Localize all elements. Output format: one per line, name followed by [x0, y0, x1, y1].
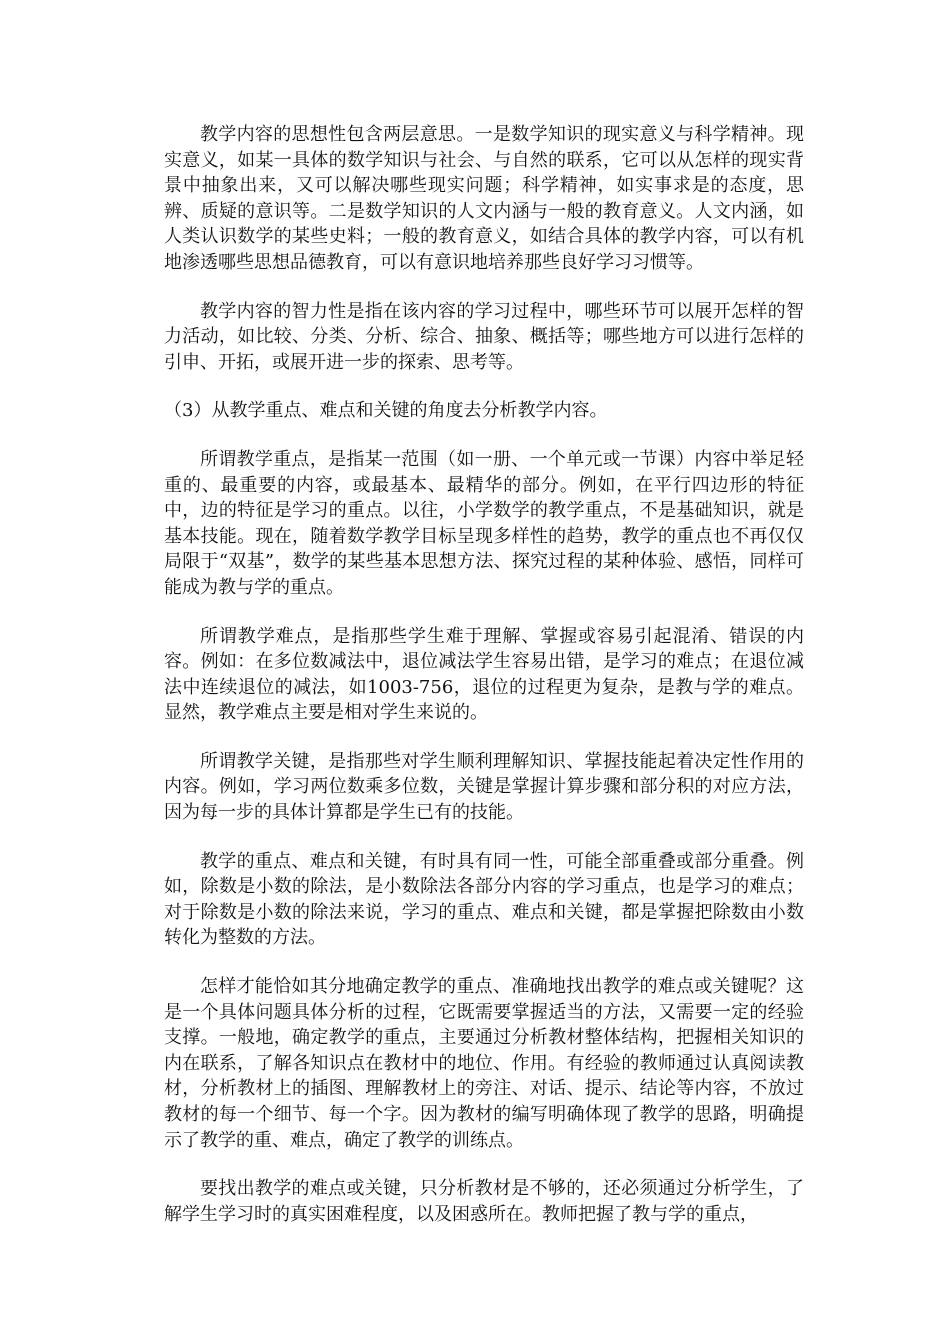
document-body: [164, 122, 804, 1250]
paragraph-analyze-students: 要找出教学的难点或关键，只分析教材是不够的，还必须通过分析学生，了解学生学习时的真实困难程度，以及困惑所在。教师把握了教与学的重点，: [164, 1178, 804, 1225]
paragraph-teaching-focus: 所谓教学重点，是指某一范围（如一册、一个单元或一节课）内容中举足轻重的、最重要的内容，或最基本、最精华的部分。例如，在平行四边形的特征中，边的特征是学习的重点。以往，小学数学的教学重点，不是基础知识，就是基本技能。现在，随着数学教学目标呈现多样性的趋势，教学的重点也不再仅仅局限于“双基”，数学的某些基本思想方法、探究过程的某种体验、感悟，同样可能成为教与学的重点。: [164, 448, 804, 598]
paragraph-overlap: 教学的重点、难点和关键，有时具有同一性，可能全部重叠或部分重叠。例如，除数是小数的除法，是小数除法各部分内容的学习重点，也是学习的难点；对于除数是小数的除法来说，学习的重点、难点和关键，都是掌握把除数由小数转化为整数的方法。: [164, 850, 804, 949]
paragraph-ideological-content: 教学内容的思想性包含两层意思。一是数学知识的现实意义与科学精神。现实意义，如某一具体的数学知识与社会、与自然的联系，它可以从怎样的现实背景中抽象出来，又可以解决哪些现实问题；科学精神，如实事求是的态度，思辨、质疑的意识等。二是数学知识的人文内涵与一般的教育意义。人文内涵，如人类认识数学的某些史料；一般的教育意义，如结合具体的教学内容，可以有机地渗透哪些思想品德教育，可以有意识地培养那些良好学习习惯等。: [164, 124, 804, 273]
paragraph-teaching-difficulty: 所谓教学难点，是指那些学生难于理解、掌握或容易引起混淆、错误的内容。例如：在多位数减法中，退位减法学生容易出错，是学习的难点；在退位减法中连续退位的减法，如1003-756，退位的过程更为复杂，是教与学的难点。显然，教学难点主要是相对学生来说的。: [164, 625, 804, 724]
section-heading: （3）从教学重点、难点和关键的角度去分析教学内容。: [164, 400, 608, 422]
paragraph-intellectual-content: 教学内容的智力性是指在该内容的学习过程中，哪些环节可以展开怎样的智力活动，如比较、分类、分析、综合、抽象、概括等；哪些地方可以进行怎样的引申、开拓，或展开进一步的探索、思考等。: [164, 300, 804, 373]
paragraph-teaching-key: 所谓教学关键，是指那些对学生顺利理解知识、掌握技能起着决定性作用的内容。例如，学习两位数乘多位数，关键是掌握计算步骤和部分积的对应方法，因为每一步的具体计算都是学生已有的技能。: [164, 750, 804, 824]
paragraph-how-to-determine: 怎样才能恰如其分地确定教学的重点、准确地找出教学的难点或关键呢？这是一个具体问题具体分析的过程，它既需要掌握适当的方法，又需要一定的经验支撑。一般地，确定教学的重点，主要通过分析教材整体结构，把握相关知识的内在联系，了解各知识点在教材中的地位、作用。有经验的教师通过认真阅读教材，分析教材上的插图、理解教材上的旁注、对话、提示、结论等内容，不放过教材的每一个细节、每一个字。因为教材的编写明确体现了教学的思路，明确提示了教学的重、难点，确定了教学的训练点。: [164, 976, 804, 1151]
